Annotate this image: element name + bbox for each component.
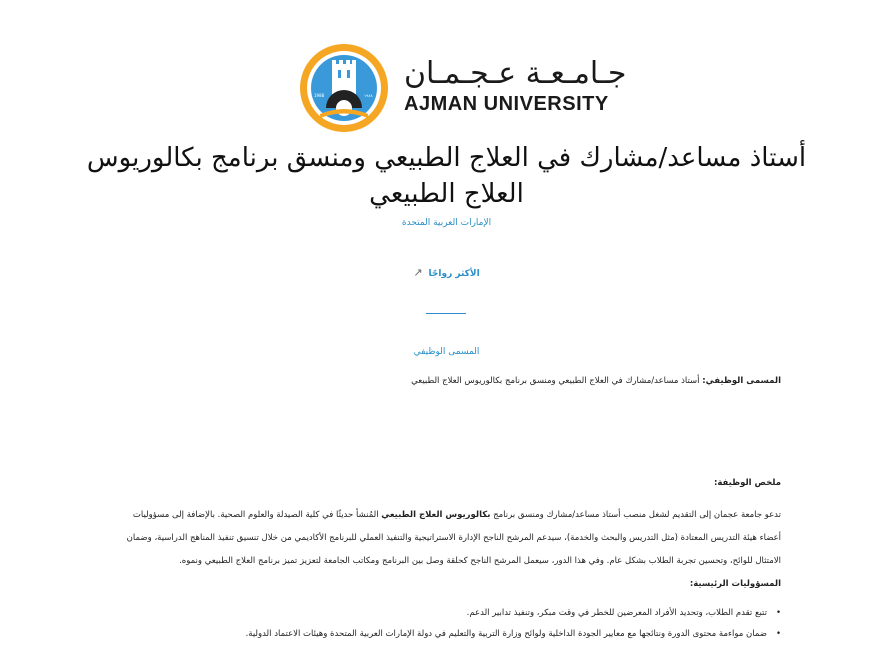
responsibilities-heading: المسؤوليات الرئيسية: <box>689 579 781 589</box>
job-summary-heading: ملخص الوظيفة: <box>714 478 781 488</box>
responsibility-text: ضمان مواءمة محتوى الدورة ونتائجها مع معايير الجودة الداخلية ولوائح وزارة التربية والتعليم في دولة الإمارات العربية المتحدة وهيئات الاعتماد الدولية. <box>245 629 767 639</box>
logo-year-right: ١٩٨٨ <box>364 93 373 98</box>
job-title-label: المسمى الوظيفي: <box>702 376 781 386</box>
bullet-icon: • <box>775 629 781 639</box>
logo-year-left: 1988 <box>314 93 325 98</box>
section-divider <box>426 313 466 314</box>
trending-label[interactable] <box>0 266 893 279</box>
job-location[interactable]: الإمارات العربية المتحدة <box>401 218 492 228</box>
job-title-heading: أستاذ مساعد/مشارك في العلاج الطبيعي ومنسق برنامج بكالوريوس العلاج الطبيعي <box>86 143 807 209</box>
trending-text[interactable]: الأكثر رواجًا <box>428 269 480 279</box>
list-item <box>112 603 781 624</box>
list-item <box>112 624 781 645</box>
bullet-icon: • <box>775 608 781 618</box>
job-title-line <box>112 376 781 386</box>
responsibility-text: تتبع تقدم الطلاب، وتحديد الأفراد المعرضين للخطر في وقت مبكر، وتنفيذ تدابير الدعم. <box>466 608 767 618</box>
summary-program-name: بكالوريوس العلاج الطبيعي <box>381 510 491 520</box>
summary-text-end: المُنشأ حديثًا في كلية الصيدلة والعلوم الصحية. بالإضافة إلى مسؤوليات أعضاء هيئة التدريس المعتادة (مثل التدريس والبحث والخدمة)، سيدعم المرشح الناجح الإدارة الاستراتيجية والتنفيذ العملي للبرنامج الأكاديمي من خلال تنسيق تنفيذ المناهج الدراسية، وضمان الامتثال للوائح، وتحسين تجربة الطلاب بشكل عام. وفي هذا الدور، سيعمل المرشح الناجح كحلقة وصل بين البرنامج ومكاتب الجامعة لتعزيز تميز برنامج العلاج الطبيعي ونموه. <box>126 510 781 566</box>
job-title-value: أستاذ مساعد/مشارك في العلاج الطبيعي ومنسق برنامج بكالوريوس العلاج الطبيعي <box>411 376 703 386</box>
job-summary-paragraph <box>112 504 781 573</box>
university-logo <box>298 42 627 134</box>
responsibilities-list <box>112 603 781 645</box>
university-emblem-icon <box>298 42 390 134</box>
university-name-english: AJMAN UNIVERSITY <box>404 93 609 115</box>
summary-text-start: تدعو جامعة عجمان إلى التقديم لشغل منصب أستاذ مساعد/مشارك ومنسق برنامج <box>490 510 781 520</box>
trending-arrow-icon: ↗ <box>413 266 423 279</box>
university-name-arabic: جـامـعـة عـجـمـان <box>404 56 627 91</box>
section-title: المسمى الوظيفي <box>413 347 480 357</box>
